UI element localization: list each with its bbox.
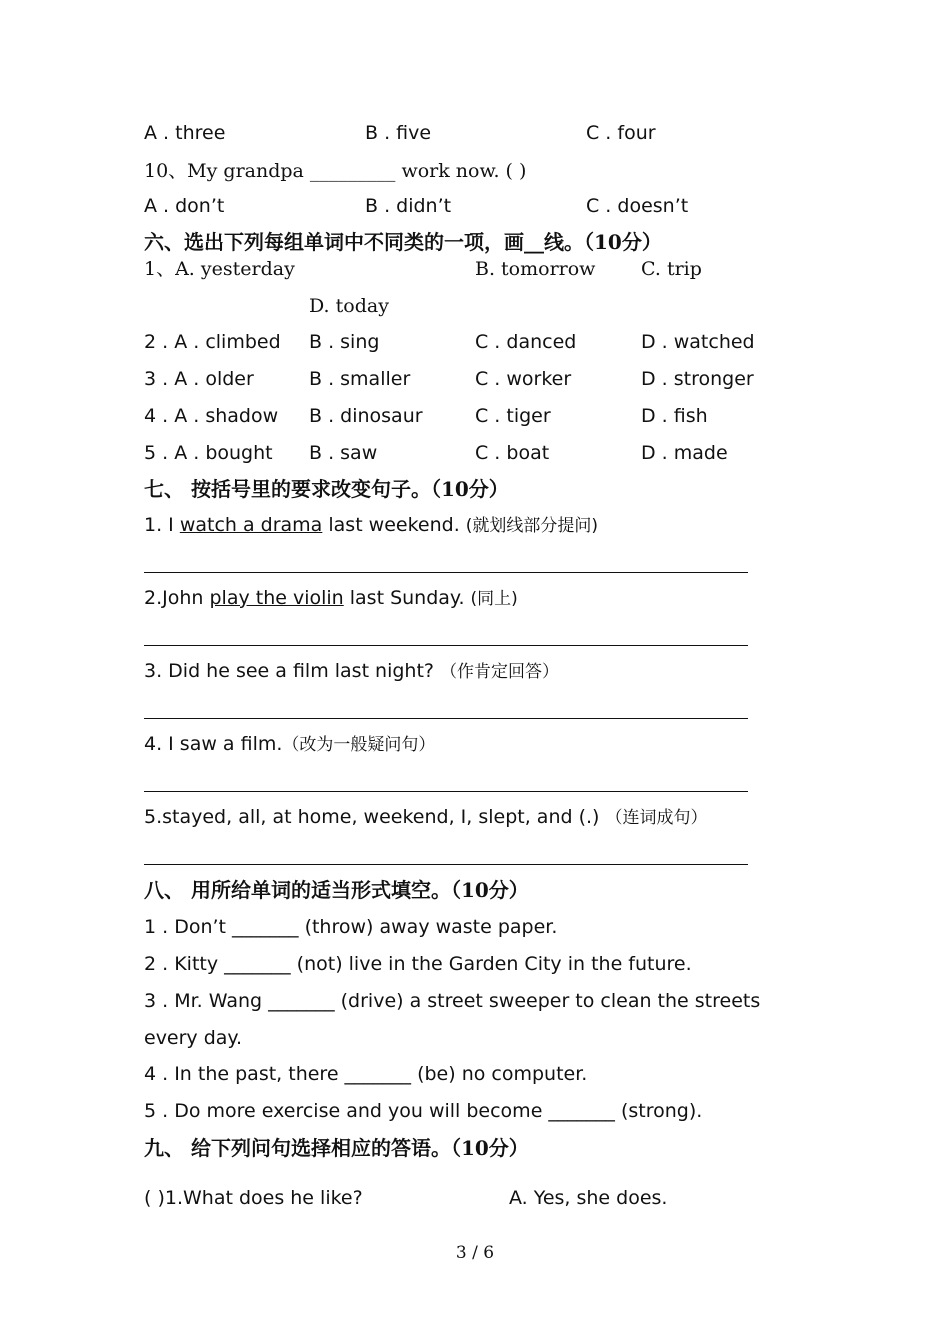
q9-option-c: C . four bbox=[586, 122, 656, 144]
s6-row3-d: D . stronger bbox=[641, 368, 754, 390]
q9-option-a: A . three bbox=[144, 122, 226, 144]
s7-item5-instruction: （连词成句） bbox=[605, 808, 708, 828]
s7-item3-instruction: （作肯定回答） bbox=[440, 662, 560, 682]
s6-row2-b: B . sing bbox=[309, 331, 380, 353]
s6-row4-b: B . dinosaur bbox=[309, 405, 423, 427]
section7-title: 七、 按括号里的要求改变句子。（10分） bbox=[144, 477, 509, 501]
q9-option-b: B . five bbox=[365, 122, 432, 144]
s7-item2-instruction: (同上) bbox=[470, 589, 518, 609]
section6-title: 六、选出下列每组单词中不同类的一项，画__线。（10分） bbox=[144, 230, 662, 254]
s7-item5 bbox=[144, 805, 708, 830]
s7-item4-text: 4. I saw a film. bbox=[144, 733, 283, 755]
page-number: 3 / 6 bbox=[455, 1243, 495, 1263]
s6-row3-c: C . worker bbox=[475, 368, 572, 390]
s7-item2-text: 2.John bbox=[144, 587, 210, 609]
s6-row2-a: 2 . A . climbed bbox=[144, 331, 281, 353]
q10-prompt: 10、My grandpa _________ work now. ( ) bbox=[144, 160, 527, 182]
q10-option-c: C . doesn’t bbox=[586, 195, 689, 217]
q10-option-b: B . didn’t bbox=[365, 195, 452, 217]
s6-row1-a: 1、A. yesterday bbox=[144, 258, 295, 280]
s7-item1-text-end: last weekend. bbox=[322, 514, 466, 536]
s7-item2-text-end: last Sunday. bbox=[343, 587, 471, 609]
s6-row1-b: B. tomorrow bbox=[475, 258, 596, 280]
s6-row2-d: D . watched bbox=[641, 331, 755, 353]
s7-item2 bbox=[144, 586, 518, 611]
s9-answer-a: A. Yes, she does. bbox=[509, 1187, 668, 1209]
s8-item1: 1 . Don’t _______ (throw) away waste paper. bbox=[144, 916, 558, 938]
s7-item1-underlined: watch a drama bbox=[179, 514, 323, 536]
s7-item3-text: 3. Did he see a film last night? bbox=[144, 660, 441, 682]
answer-line-5[interactable] bbox=[144, 864, 748, 865]
s8-item2: 2 . Kitty _______ (not) live in the Garden City in the future. bbox=[144, 953, 692, 975]
s6-row1-d: D. today bbox=[309, 295, 389, 317]
s7-item1 bbox=[144, 513, 598, 538]
answer-line-4[interactable] bbox=[144, 791, 748, 792]
s8-item4: 4 . In the past, there _______ (be) no computer. bbox=[144, 1063, 588, 1085]
s7-item5-text: 5.stayed, all, at home, weekend, I, slept, and (.) bbox=[144, 806, 606, 828]
answer-line-1[interactable] bbox=[144, 572, 748, 573]
s6-row4-c: C . tiger bbox=[475, 405, 551, 427]
s7-item4 bbox=[144, 732, 435, 757]
s7-item4-instruction: （改为一般疑问句） bbox=[282, 735, 436, 755]
s6-row3-a: 3 . A . older bbox=[144, 368, 254, 390]
s6-row5-d: D . made bbox=[641, 442, 728, 464]
s8-item3-cont: every day. bbox=[144, 1027, 242, 1049]
section9-title: 九、 给下列问句选择相应的答语。（10分） bbox=[144, 1136, 529, 1160]
s9-question-1: ( )1.What does he like? bbox=[144, 1187, 363, 1209]
s6-row4-d: D . fish bbox=[641, 405, 708, 427]
answer-line-2[interactable] bbox=[144, 645, 748, 646]
s7-item3 bbox=[144, 659, 559, 684]
section8-title: 八、 用所给单词的适当形式填空。（10分） bbox=[144, 878, 529, 902]
s8-item3: 3 . Mr. Wang _______ (drive) a street sweeper to clean the streets bbox=[144, 990, 761, 1012]
s7-item1-text: 1. I bbox=[144, 514, 180, 536]
s6-row5-a: 5 . A . bought bbox=[144, 442, 273, 464]
s6-row4-a: 4 . A . shadow bbox=[144, 405, 279, 427]
s8-item5: 5 . Do more exercise and you will become _______ (strong). bbox=[144, 1100, 703, 1122]
s7-item1-instruction: (就划线部分提问) bbox=[465, 516, 599, 536]
answer-line-3[interactable] bbox=[144, 718, 748, 719]
q10-option-a: A . don’t bbox=[144, 195, 225, 217]
s6-row5-b: B . saw bbox=[309, 442, 378, 464]
s6-row5-c: C . boat bbox=[475, 442, 550, 464]
s6-row2-c: C . danced bbox=[475, 331, 577, 353]
s7-item2-underlined: play the violin bbox=[209, 587, 344, 609]
s6-row3-b: B . smaller bbox=[309, 368, 411, 390]
s6-row1-c: C. trip bbox=[641, 258, 702, 280]
